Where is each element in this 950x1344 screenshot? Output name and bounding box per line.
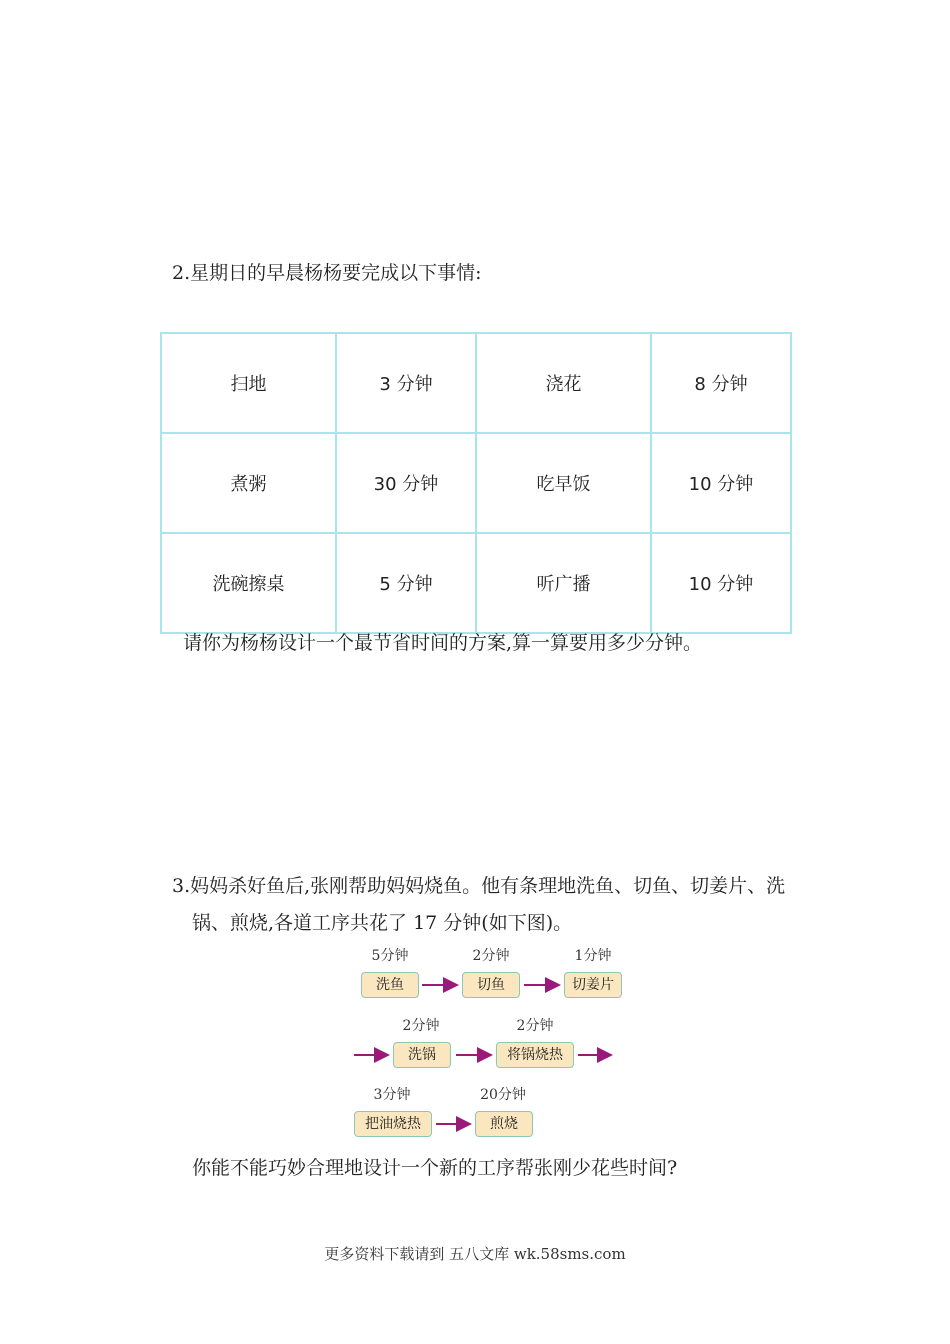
- time-cell: 5 分钟: [336, 533, 476, 633]
- q3-text-line1: 3.妈妈杀好鱼后,张刚帮助妈妈烧鱼。他有条理地洗鱼、切鱼、切姜片、洗: [172, 875, 786, 897]
- time-cell: 3 分钟: [336, 333, 476, 433]
- step-time: 2分钟: [516, 1018, 554, 1034]
- step-box: 煎烧: [475, 1111, 533, 1137]
- time-cell: 8 分钟: [651, 333, 791, 433]
- step-box: 洗鱼: [361, 972, 419, 998]
- step-box: 切鱼: [462, 972, 520, 998]
- step-box: 把油烧热: [354, 1111, 432, 1137]
- step-time: 3分钟: [373, 1087, 411, 1103]
- footer-text: 更多资料下载请到 五八文库 wk.58sms.com: [324, 1245, 626, 1263]
- step-box: 切姜片: [564, 972, 622, 998]
- step-time: 2分钟: [402, 1018, 440, 1034]
- q2-title: 2.星期日的早晨杨杨要完成以下事情:: [172, 262, 482, 284]
- step-box: 洗锅: [393, 1042, 451, 1068]
- time-cell: 10 分钟: [651, 433, 791, 533]
- step-time: 2分钟: [472, 948, 510, 964]
- q2-question: 请你为杨杨设计一个最节省时间的方案,算一算要用多少分钟。: [183, 632, 703, 654]
- step-box: 将锅烧热: [496, 1042, 574, 1068]
- task-cell: 吃早饭: [476, 433, 651, 533]
- time-cell: 30 分钟: [336, 433, 476, 533]
- task-cell: 煮粥: [161, 433, 336, 533]
- task-cell: 浇花: [476, 333, 651, 433]
- step-time: 5分钟: [371, 948, 409, 964]
- q3-text-line2: 锅、煎烧,各道工序共花了 17 分钟(如下图)。: [192, 912, 573, 934]
- q3-question: 你能不能巧妙合理地设计一个新的工序帮张刚少花些时间?: [192, 1157, 678, 1179]
- task-cell: 听广播: [476, 533, 651, 633]
- task-cell: 扫地: [161, 333, 336, 433]
- task-cell: 洗碗擦桌: [161, 533, 336, 633]
- step-time: 1分钟: [574, 948, 612, 964]
- step-time: 20分钟: [480, 1087, 526, 1103]
- time-cell: 10 分钟: [651, 533, 791, 633]
